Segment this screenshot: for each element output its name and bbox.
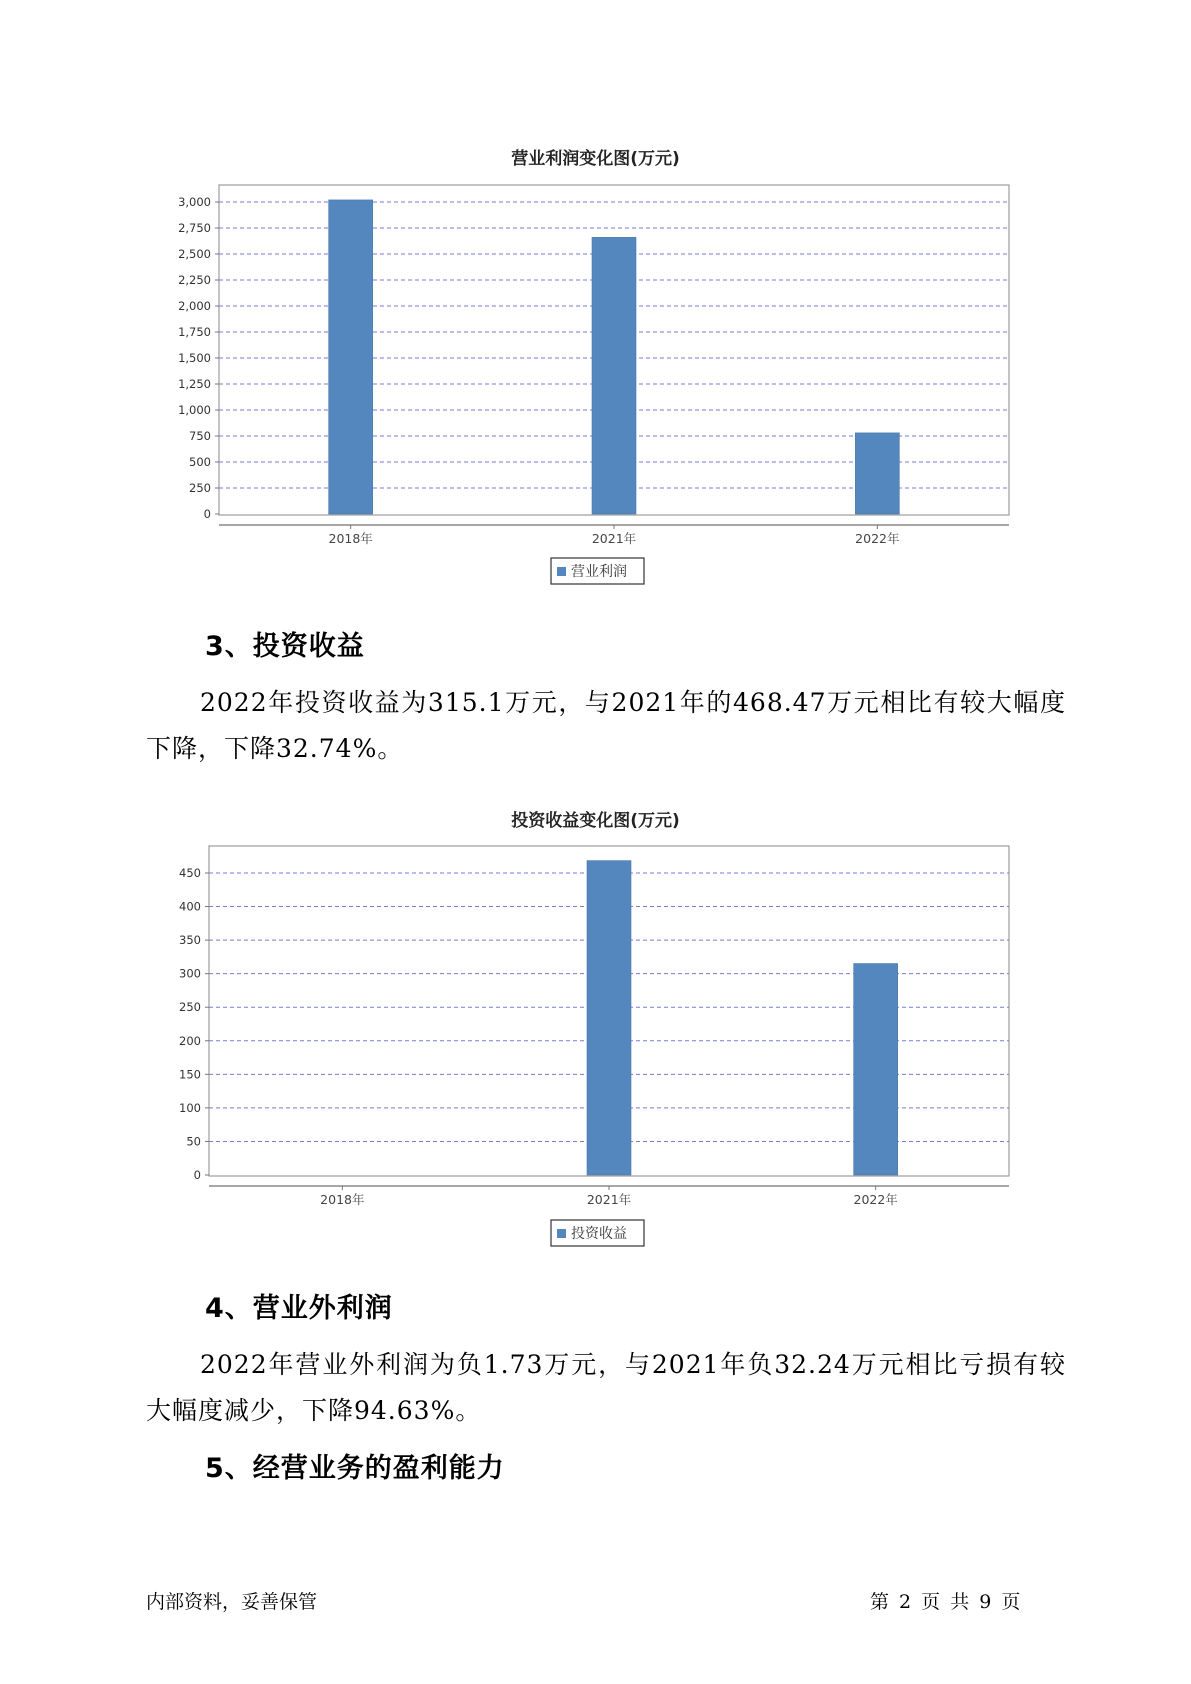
y-tick-label: 100 [179,1100,201,1115]
y-tick-label: 300 [179,966,201,981]
y-tick-label: 2,000 [178,299,211,313]
legend [551,1220,644,1246]
y-tick-label: 50 [186,1134,201,1149]
y-tick-label: 450 [179,866,201,880]
y-tick-label: 0 [203,507,211,521]
x-tick-label: 2018年 [328,531,373,546]
section3-heading: 3、投资收益 [205,631,365,662]
y-tick-label: 500 [189,455,211,469]
chart1-title: 营业利润变化图(万元) [511,149,680,169]
y-tick-label: 1,250 [178,377,211,391]
x-tick-label: 2021年 [591,531,637,546]
y-tick-label: 1,000 [178,403,211,417]
y-tick-label: 250 [179,1000,201,1015]
bar-2021年 [587,861,631,1175]
y-tick-label: 750 [189,429,211,443]
legend-swatch [557,1229,566,1238]
y-tick-label: 400 [179,899,201,914]
y-tick-label: 3,000 [178,195,211,209]
y-tick-label: 1,750 [178,325,211,339]
section3-paragraph: 2022年投资收益为315.1万元，与2021年的468.47万元相比有较大幅度下降，下降32.74%。 [146,688,1066,763]
section4-heading: 4、营业外利润 [205,1293,393,1324]
legend-label: 投资收益 [571,1226,627,1242]
x-tick-label: 2022年 [853,1192,898,1207]
x-tick-label: 2021年 [586,1192,632,1207]
x-tick-label: 2022年 [855,531,900,546]
x-tick-label: 2018年 [320,1192,365,1207]
section4-paragraph: 2022年营业外利润为负1.73万元，与2021年负32.24万元相比亏损有较大幅度减少，下降94.63%。 [146,1350,1066,1425]
y-tick-label: 2,500 [178,247,211,261]
y-tick-label: 1,500 [178,351,211,365]
y-tick-label: 200 [179,1033,201,1048]
legend-label: 营业利润 [571,564,627,580]
y-tick-label: 150 [179,1067,201,1082]
y-tick-label: 350 [179,933,201,948]
footer-page-number: 第 2 页 共 9 页 [870,1591,1021,1613]
y-tick-label: 0 [193,1168,201,1182]
y-tick-label: 2,250 [178,273,211,287]
section5-heading: 5、经营业务的盈利能力 [205,1453,505,1484]
y-tick-label: 250 [189,481,211,495]
chart2-title: 投资收益变化图(万元) [511,811,680,831]
y-tick-label: 2,750 [178,221,211,235]
bar-2022年 [854,964,898,1175]
footer-confidential-note: 内部资料，妥善保管 [146,1591,318,1613]
